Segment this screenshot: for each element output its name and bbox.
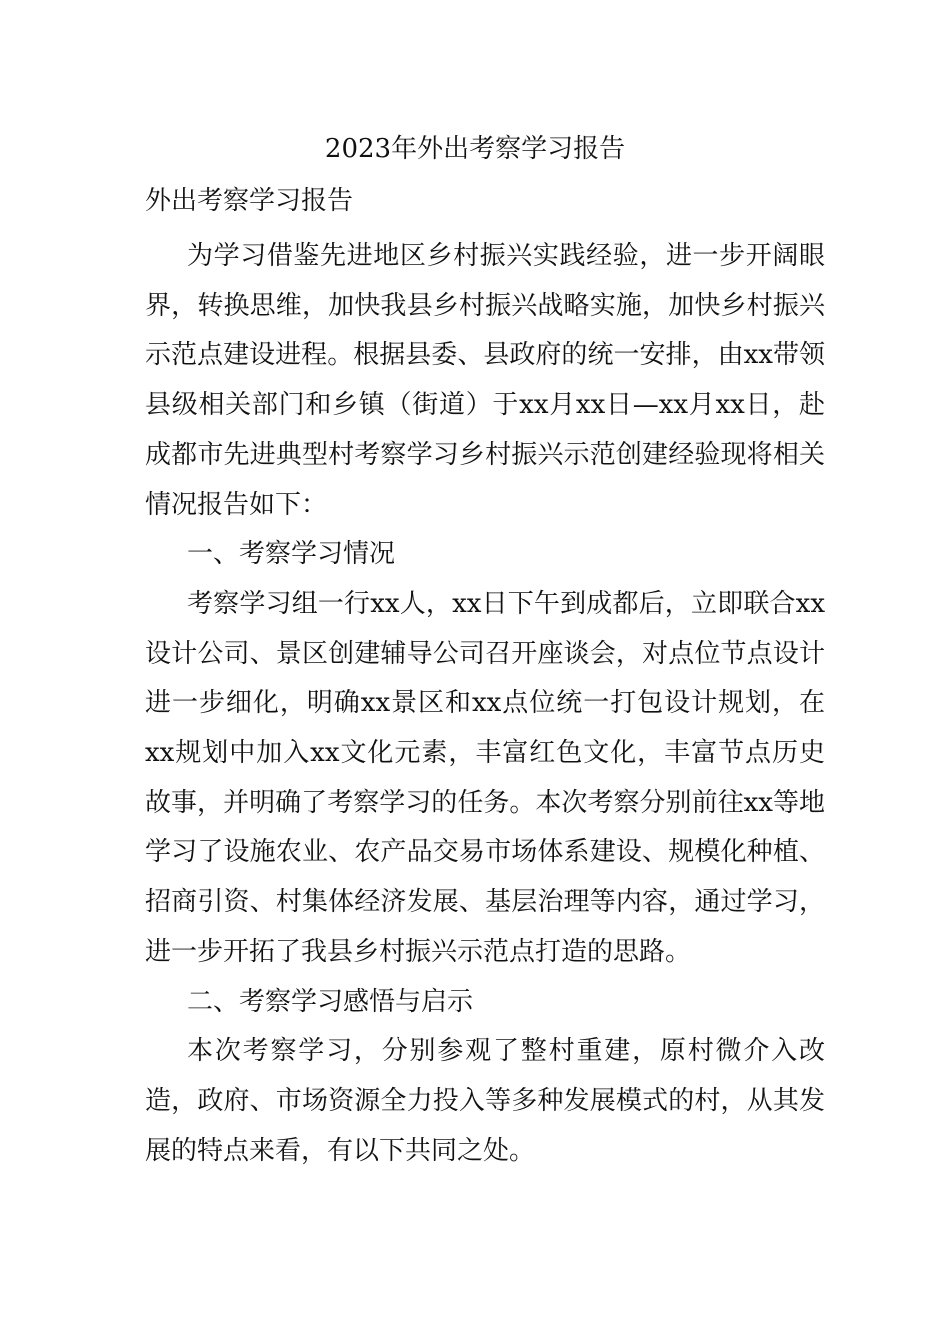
paragraph-insights: 本次考察学习，分别参观了整村重建，原村微介入改造，政府、市场资源全力投入等多种发展模式的村，从其发展的特点来看，有以下共同之处。 — [145, 1036, 825, 1166]
document-title: 2023年外出考察学习报告 — [324, 134, 626, 164]
document-body — [145, 232, 825, 1176]
paragraph-inspection: 考察学习组一行xx人，xx日下午到成都后，立即联合xx设计公司、景区创建辅导公司召开座谈会，对点位节点设计进一步细化，明确xx景区和xx点位统一打包设计规划，在xx规划中加入xx文化元素，丰富红色文化，丰富节点历史故事，并明确了考察学习的任务。本次考察分别前往xx等地学习了设施农业、农产品交易市场体系建设、规模化种植、招商引资、村集体经济发展、基层治理等内容，通过学习，进一步开拓了我县乡村振兴示范点打造的思路。 — [145, 588, 825, 967]
section-heading-1: 一、考察学习情况 — [187, 539, 396, 570]
document-subtitle: 外出考察学习报告 — [145, 186, 354, 216]
section-heading-2: 二、考察学习感悟与启示 — [187, 986, 474, 1017]
paragraph-intro: 为学习借鉴先进地区乡村振兴实践经验，进一步开阔眼界，转换思维，加快我县乡村振兴战略实施，加快乡村振兴示范点建设进程。根据县委、县政府的统一安排，由xx带领县级相关部门和乡镇（街道）于xx月xx日—xx月xx日，赴成都市先进典型村考察学习乡村振兴示范创建经验现将相关情况报告如下： — [145, 241, 825, 520]
